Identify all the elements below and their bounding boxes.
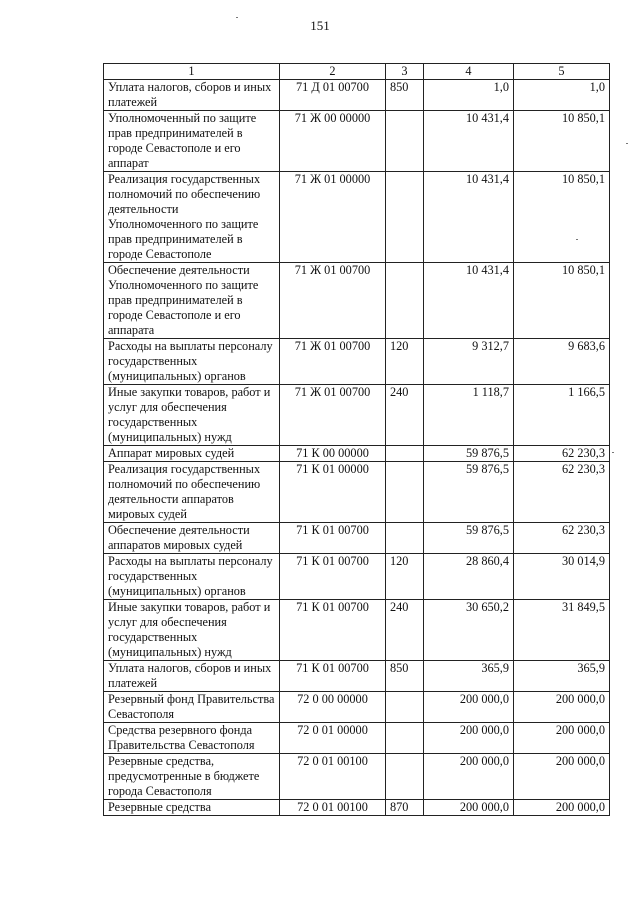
row-expense-type: 850 — [386, 661, 424, 692]
row-amount-col4: 59 876,5 — [424, 462, 514, 523]
table-row — [104, 385, 610, 446]
row-name: Резервные средства, предусмотренные в бюджете города Севастополя — [104, 754, 280, 800]
table-row — [104, 446, 610, 462]
column-header: 1 — [104, 64, 280, 80]
row-name: Аппарат мировых судей — [104, 446, 280, 462]
row-amount-col4: 200 000,0 — [424, 692, 514, 723]
row-name: Уполномоченный по защите прав предпринимателей в городе Севастополе и его аппарат — [104, 111, 280, 172]
scan-speck — [626, 143, 628, 144]
row-amount-col4: 200 000,0 — [424, 754, 514, 800]
row-code: 71 К 01 00700 — [280, 661, 386, 692]
row-amount-col5: 62 230,3 — [514, 523, 610, 554]
row-name: Обеспечение деятельности аппаратов мировых судей — [104, 523, 280, 554]
row-expense-type: 850 — [386, 80, 424, 111]
table-row — [104, 462, 610, 523]
table-body — [104, 80, 610, 816]
row-amount-col4: 200 000,0 — [424, 723, 514, 754]
row-expense-type: 240 — [386, 600, 424, 661]
row-name: Уплата налогов, сборов и иных платежей — [104, 661, 280, 692]
row-code: 71 Ж 00 00000 — [280, 111, 386, 172]
row-amount-col5: 200 000,0 — [514, 692, 610, 723]
row-name: Уплата налогов, сборов и иных платежей — [104, 80, 280, 111]
row-amount-col4: 9 312,7 — [424, 339, 514, 385]
row-name: Реализация государственных полномочий по обеспечению деятельности аппаратов мировых судей — [104, 462, 280, 523]
scan-speck — [612, 452, 614, 453]
row-name: Средства резервного фонда Правительства Севастополя — [104, 723, 280, 754]
row-name: Реализация государственных полномочий по обеспечению деятельности Уполномоченного по защите прав предпринимателей в городе Севастополе — [104, 172, 280, 263]
row-code: 71 К 01 00700 — [280, 523, 386, 554]
table-row — [104, 692, 610, 723]
table-row — [104, 600, 610, 661]
row-code: 71 К 01 00000 — [280, 462, 386, 523]
budget-table — [103, 63, 610, 816]
column-header: 2 — [280, 64, 386, 80]
row-name: Расходы на выплаты персоналу государственных (муниципальных) органов — [104, 554, 280, 600]
table-header — [104, 64, 610, 80]
row-amount-col5: 30 014,9 — [514, 554, 610, 600]
row-amount-col4: 1 118,7 — [424, 385, 514, 446]
column-header: 5 — [514, 64, 610, 80]
row-expense-type — [386, 446, 424, 462]
row-name: Резервный фонд Правительства Севастополя — [104, 692, 280, 723]
row-amount-col4: 30 650,2 — [424, 600, 514, 661]
column-header: 3 — [386, 64, 424, 80]
row-amount-col5: 200 000,0 — [514, 754, 610, 800]
row-code: 71 Ж 01 00700 — [280, 385, 386, 446]
row-code: 71 Ж 01 00700 — [280, 339, 386, 385]
row-amount-col4: 365,9 — [424, 661, 514, 692]
table-row — [104, 554, 610, 600]
row-amount-col5: 31 849,5 — [514, 600, 610, 661]
row-expense-type — [386, 754, 424, 800]
table-row — [104, 172, 610, 263]
row-code: 72 0 00 00000 — [280, 692, 386, 723]
row-amount-col4: 10 431,4 — [424, 172, 514, 263]
row-expense-type: 240 — [386, 385, 424, 446]
row-code: 72 0 01 00100 — [280, 800, 386, 816]
row-name: Иные закупки товаров, работ и услуг для обеспечения государственных (муниципальных) нужд — [104, 600, 280, 661]
row-code: 71 Д 01 00700 — [280, 80, 386, 111]
row-amount-col4: 59 876,5 — [424, 446, 514, 462]
row-expense-type: 870 — [386, 800, 424, 816]
row-code: 71 К 01 00700 — [280, 554, 386, 600]
row-code: 71 К 01 00700 — [280, 600, 386, 661]
row-name: Расходы на выплаты персоналу государственных (муниципальных) органов — [104, 339, 280, 385]
row-amount-col5: 365,9 — [514, 661, 610, 692]
table-row — [104, 111, 610, 172]
row-expense-type — [386, 111, 424, 172]
page-number: 151 — [310, 18, 330, 33]
row-code: 72 0 01 00000 — [280, 723, 386, 754]
row-amount-col4: 28 860,4 — [424, 554, 514, 600]
table-row — [104, 661, 610, 692]
row-amount-col5: 62 230,3 — [514, 446, 610, 462]
row-name: Иные закупки товаров, работ и услуг для обеспечения государственных (муниципальных) нужд — [104, 385, 280, 446]
row-code: 71 К 00 00000 — [280, 446, 386, 462]
row-code: 72 0 01 00100 — [280, 754, 386, 800]
row-expense-type: 120 — [386, 554, 424, 600]
row-amount-col5: 200 000,0 — [514, 723, 610, 754]
row-amount-col5: 10 850,1 — [514, 263, 610, 339]
table-row — [104, 80, 610, 111]
scan-speck — [236, 17, 238, 18]
row-name: Резервные средства — [104, 800, 280, 816]
table-row — [104, 723, 610, 754]
table-row — [104, 800, 610, 816]
scan-speck — [576, 239, 578, 240]
table-row — [104, 263, 610, 339]
row-amount-col4: 1,0 — [424, 80, 514, 111]
row-amount-col4: 59 876,5 — [424, 523, 514, 554]
table-row — [104, 754, 610, 800]
column-header: 4 — [424, 64, 514, 80]
row-amount-col5: 9 683,6 — [514, 339, 610, 385]
row-amount-col5: 200 000,0 — [514, 800, 610, 816]
row-amount-col5: 62 230,3 — [514, 462, 610, 523]
row-expense-type — [386, 172, 424, 263]
row-expense-type — [386, 263, 424, 339]
row-amount-col5: 1,0 — [514, 80, 610, 111]
table-row — [104, 523, 610, 554]
row-amount-col4: 200 000,0 — [424, 800, 514, 816]
table-row — [104, 339, 610, 385]
row-code: 71 Ж 01 00000 — [280, 172, 386, 263]
row-expense-type — [386, 692, 424, 723]
row-amount-col4: 10 431,4 — [424, 111, 514, 172]
row-amount-col5: 10 850,1 — [514, 111, 610, 172]
row-name: Обеспечение деятельности Уполномоченного по защите прав предпринимателей в городе Севастополе и его аппарата — [104, 263, 280, 339]
row-expense-type — [386, 462, 424, 523]
row-code: 71 Ж 01 00700 — [280, 263, 386, 339]
header-row — [104, 64, 610, 80]
row-expense-type — [386, 523, 424, 554]
row-expense-type — [386, 723, 424, 754]
row-amount-col4: 10 431,4 — [424, 263, 514, 339]
row-amount-col5: 1 166,5 — [514, 385, 610, 446]
row-amount-col5: 10 850,1 — [514, 172, 610, 263]
row-expense-type: 120 — [386, 339, 424, 385]
